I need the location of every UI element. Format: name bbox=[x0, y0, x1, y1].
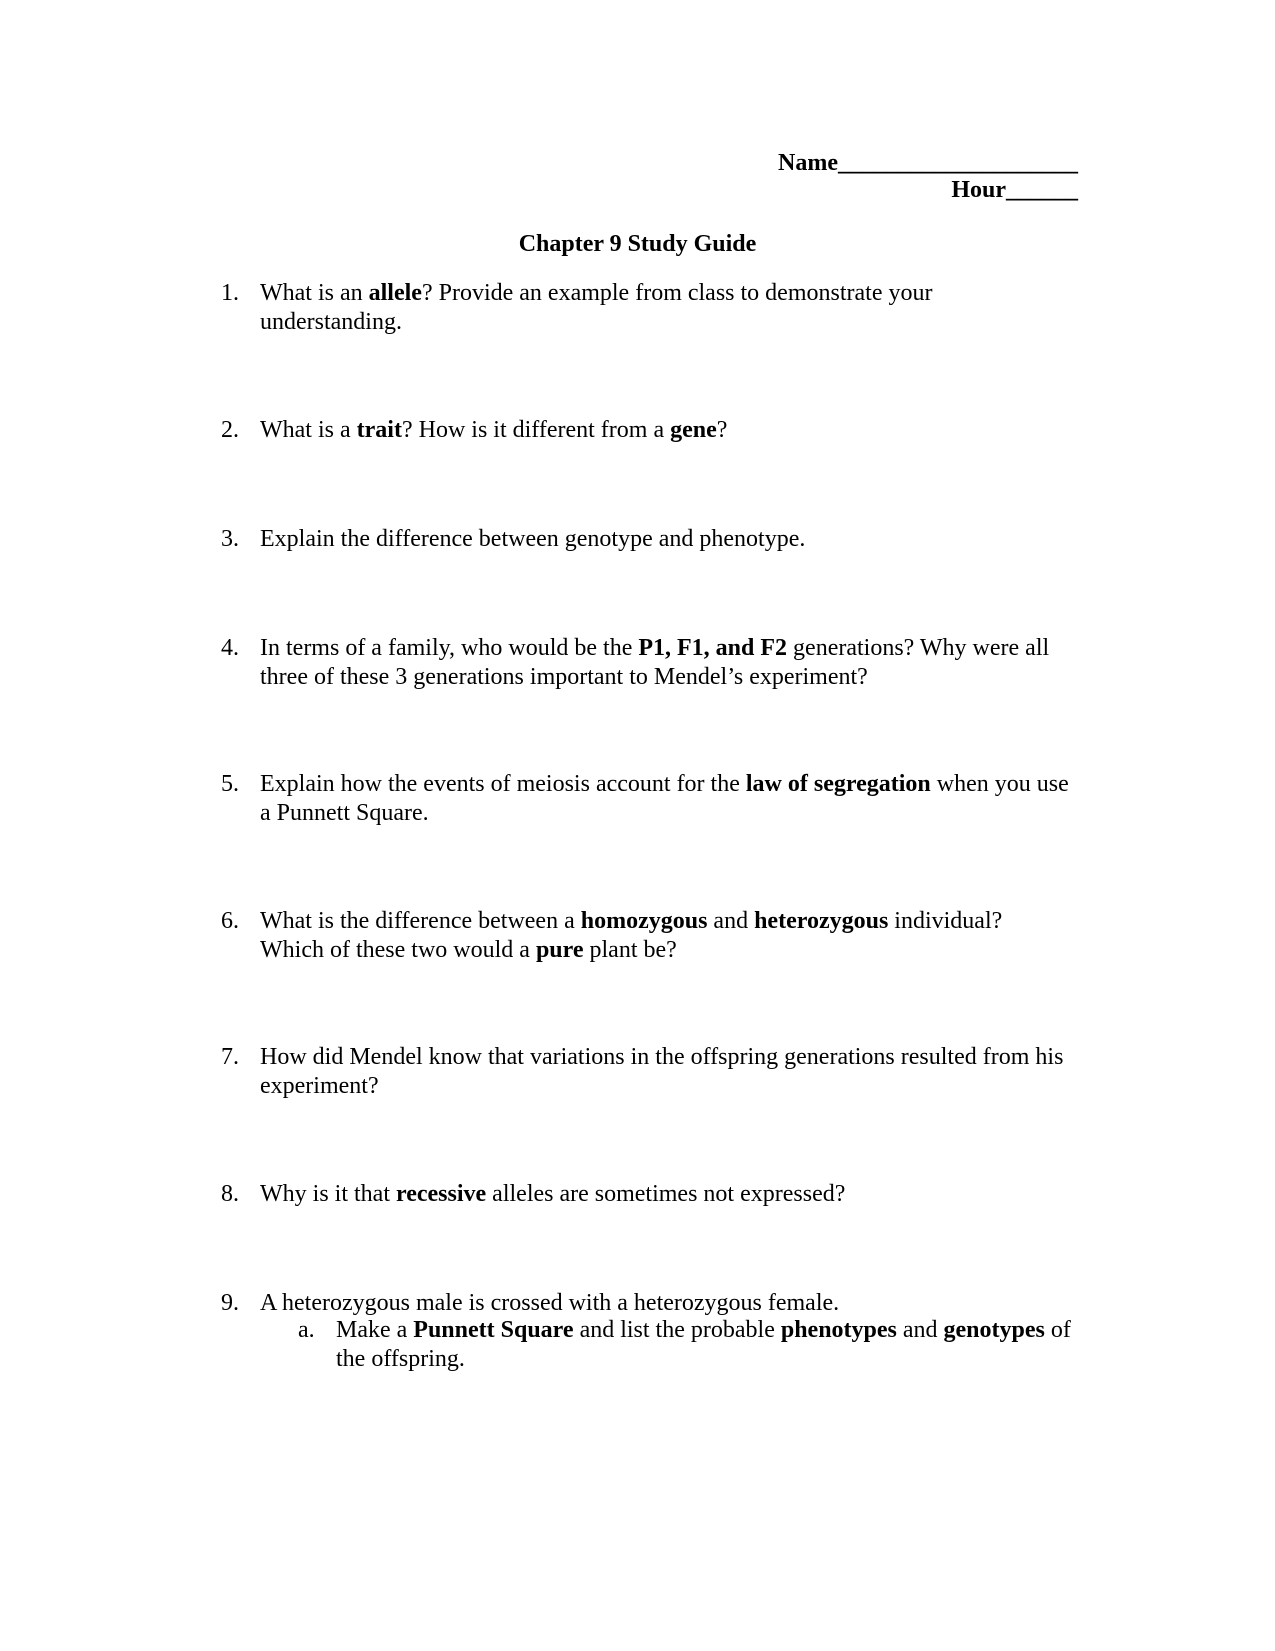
question-number: 7. bbox=[221, 1044, 239, 1070]
question-text: Why is it that recessive alleles are sometimes not expressed? bbox=[260, 1181, 846, 1207]
question-number: 2. bbox=[221, 417, 239, 443]
question-text: How did Mendel know that variations in the offspring generations resulted from his experiment? bbox=[260, 1044, 1064, 1099]
question-number: 1. bbox=[221, 280, 239, 306]
question-number: 3. bbox=[221, 526, 239, 552]
question-number: 5. bbox=[221, 771, 239, 797]
question-number: 6. bbox=[221, 908, 239, 934]
question-5 bbox=[221, 770, 1071, 827]
question-text: What is an allele? Provide an example from class to demonstrate your understanding. bbox=[260, 280, 933, 335]
question-6 bbox=[221, 907, 1071, 964]
name-field: Name____________________ bbox=[778, 150, 1078, 176]
question-text: Explain how the events of meiosis account for the law of segregation when you use a Punnett Square. bbox=[260, 771, 1069, 826]
question-4 bbox=[221, 634, 1071, 691]
page-title: Chapter 9 Study Guide bbox=[518, 231, 757, 257]
question-text: Explain the difference between genotype and phenotype. bbox=[260, 526, 806, 552]
question-text: In terms of a family, who would be the P1, F1, and F2 generations? Why were all three of these 3 generations important to Mendel’s experiment? bbox=[260, 635, 1050, 690]
question-text: What is a trait? How is it different from a gene? bbox=[260, 417, 728, 443]
question-9 bbox=[221, 1289, 1071, 1318]
question-8 bbox=[221, 1180, 1071, 1209]
question-7 bbox=[221, 1043, 1071, 1100]
question-9a bbox=[298, 1316, 1078, 1373]
question-number: 9. bbox=[221, 1290, 239, 1316]
question-3 bbox=[221, 525, 1071, 554]
question-2 bbox=[221, 416, 1071, 445]
question-number: 4. bbox=[221, 635, 239, 661]
question-number: 8. bbox=[221, 1181, 239, 1207]
hour-field: Hour______ bbox=[951, 177, 1078, 203]
question-1 bbox=[221, 279, 1071, 336]
subquestion-letter: a. bbox=[298, 1317, 315, 1343]
question-text: A heterozygous male is crossed with a heterozygous female. bbox=[260, 1290, 840, 1316]
question-text: What is the difference between a homozygous and heterozygous individual? Which of these two would a pure plant be? bbox=[260, 908, 1003, 963]
subquestion-text: Make a Punnett Square and list the probable phenotypes and genotypes of the offspring. bbox=[336, 1317, 1071, 1372]
